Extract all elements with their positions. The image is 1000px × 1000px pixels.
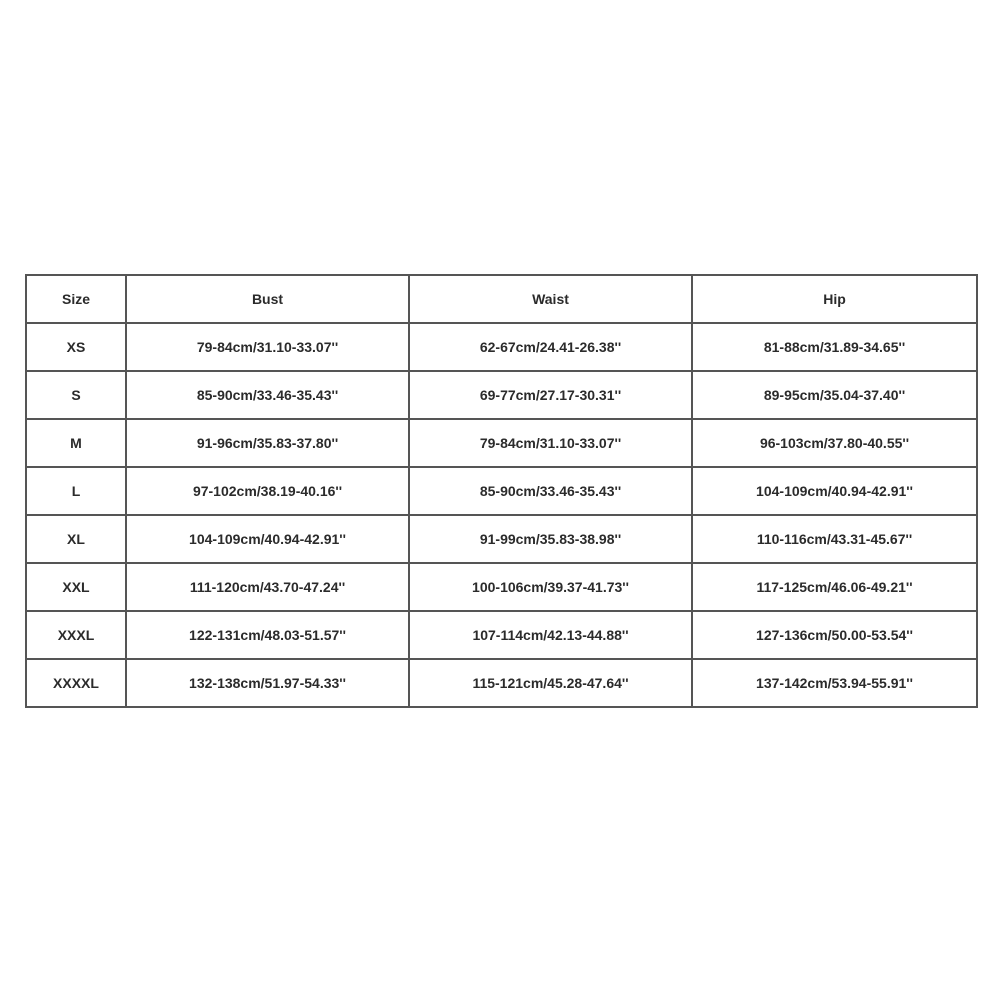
hip-cell: 137-142cm/53.94-55.91'' (692, 659, 977, 707)
waist-cell: 100-106cm/39.37-41.73'' (409, 563, 692, 611)
size-cell: XXL (26, 563, 126, 611)
bust-cell: 132-138cm/51.97-54.33'' (126, 659, 409, 707)
table-row (26, 659, 977, 707)
hip-cell: 117-125cm/46.06-49.21'' (692, 563, 977, 611)
size-cell: S (26, 371, 126, 419)
bust-cell: 91-96cm/35.83-37.80'' (126, 419, 409, 467)
size-cell: L (26, 467, 126, 515)
table-row (26, 611, 977, 659)
size-chart-table (25, 274, 978, 708)
waist-cell: 85-90cm/33.46-35.43'' (409, 467, 692, 515)
waist-cell: 62-67cm/24.41-26.38'' (409, 323, 692, 371)
hip-cell: 127-136cm/50.00-53.54'' (692, 611, 977, 659)
waist-cell: 115-121cm/45.28-47.64'' (409, 659, 692, 707)
hip-cell: 104-109cm/40.94-42.91'' (692, 467, 977, 515)
bust-cell: 111-120cm/43.70-47.24'' (126, 563, 409, 611)
size-cell: XXXXL (26, 659, 126, 707)
table-row (26, 371, 977, 419)
table-row (26, 515, 977, 563)
table-row (26, 467, 977, 515)
size-cell: XXXL (26, 611, 126, 659)
hip-cell: 110-116cm/43.31-45.67'' (692, 515, 977, 563)
hip-cell: 81-88cm/31.89-34.65'' (692, 323, 977, 371)
hip-cell: 96-103cm/37.80-40.55'' (692, 419, 977, 467)
header-waist: Waist (409, 275, 692, 323)
table-header-row (26, 275, 977, 323)
hip-cell: 89-95cm/35.04-37.40'' (692, 371, 977, 419)
bust-cell: 104-109cm/40.94-42.91'' (126, 515, 409, 563)
table-row (26, 419, 977, 467)
waist-cell: 91-99cm/35.83-38.98'' (409, 515, 692, 563)
bust-cell: 122-131cm/48.03-51.57'' (126, 611, 409, 659)
waist-cell: 107-114cm/42.13-44.88'' (409, 611, 692, 659)
header-hip: Hip (692, 275, 977, 323)
table-row (26, 563, 977, 611)
bust-cell: 85-90cm/33.46-35.43'' (126, 371, 409, 419)
size-cell: XS (26, 323, 126, 371)
waist-cell: 79-84cm/31.10-33.07'' (409, 419, 692, 467)
size-cell: XL (26, 515, 126, 563)
header-bust: Bust (126, 275, 409, 323)
header-size: Size (26, 275, 126, 323)
size-cell: M (26, 419, 126, 467)
table-row (26, 323, 977, 371)
waist-cell: 69-77cm/27.17-30.31'' (409, 371, 692, 419)
bust-cell: 97-102cm/38.19-40.16'' (126, 467, 409, 515)
bust-cell: 79-84cm/31.10-33.07'' (126, 323, 409, 371)
